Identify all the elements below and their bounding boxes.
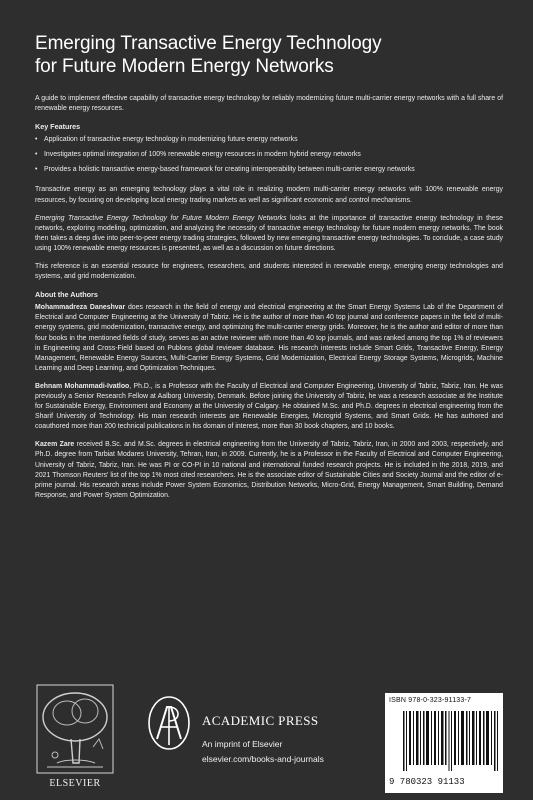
book-title-italic: Emerging Transactive Energy Technology for Future Modern Energy Networks (35, 214, 287, 222)
back-cover-text (35, 32, 503, 509)
author-name: Behnam Mohammadi-Ivatloo (35, 382, 130, 390)
elsevier-tree-icon (35, 683, 115, 775)
key-feature-item: • Investigates optimal integration of 100% renewable energy resources in modern hybrid energy networks (35, 150, 503, 160)
publisher-url: elsevier.com/books-and-journals (202, 754, 324, 764)
back-cover-footer (35, 683, 503, 793)
imprint-line: An imprint of Elsevier (202, 739, 283, 749)
description-paragraph-2-text: looks at the importance of transactive energy technology in these networks, exploring modeling, optimization, and analyzing the necessity of transactive energy technology for future modern energy networks. The book then takes a deep dive into peer-to-peer energy trading strategies, followed by new emerging transactive energy technologies. To conclude, a case study using 100% renewable energy resources is presented, as well as a discussion on future directions. (35, 214, 504, 252)
elsevier-logo (35, 683, 115, 789)
key-feature-item: • Provides a holistic transactive energy-based framework for creating interoperability between multi-carrier energy networks (35, 165, 503, 175)
description-paragraph-2 (35, 214, 503, 254)
academic-press-logo-icon (147, 695, 191, 751)
isbn-number: ISBN 978-0-323-91133-7 (389, 697, 472, 704)
key-features-heading: Key Features (35, 122, 81, 132)
intro-paragraph: A guide to implement effective capability of transactive energy technology for reliably modernizing future multi-carrier energy networks with a full share of renewable energy resources. (35, 95, 503, 113)
key-feature-item: • Application of transactive energy technology in modernizing future energy networks (35, 135, 503, 145)
imprint-name: ACADEMIC PRESS (202, 713, 319, 728)
author-name: Mohammadreza Daneshvar (35, 304, 126, 312)
author-bio (35, 303, 503, 374)
imprint-info (202, 713, 324, 767)
barcode-digits: 9 780323 91133 (389, 777, 465, 787)
description-paragraph-1: Transactive energy as an emerging technology plays a vital role in realizing modern multi-carrier energy networks with 100% renewable energy resources, by focusing on developing local energy trading markets as well as significant economic and control mechanisms. (35, 186, 503, 204)
author-bio-text: , Ph.D., is a Professor with the Faculty of Electrical and Computer Engineering, University of Tabriz, Tabriz, Iran. He was previously a Senior Research Fellow at Aalborg University, Denmark. Before joining the University of Tabriz, he was a research associate at the Institute for Sustainable Energy, Environment and Economy at the University of Calgary. He obtained M.Sc. and Ph.D. degrees in electrical engineering from the Sharif University of Technology. His main research interests are Renewable Energies, Microgrid Systems, and Smart Grids. He has authored and coauthored more than 200 technical publications in his domain of interest, more than 30 book chapters, and 10 books. (35, 382, 503, 431)
author-bio-text: does research in the field of energy and electrical engineering at the Smart Energy Systems Lab of the Department of Electrical and Computer Engineering at the University of Tabriz. He is the author of more than 40 top journal and conference papers in the field of multi-energy systems, grid modernization, transactive energy, and optimizing the multi-carrier energy grids. Moreover, he is the author and editor of more than four books in the mentioned fields of study, serves as an active reviewer with more than 40 top journals, and was ranked among the top 1% of reviewers in Engineering and Cross-Field based on Publons global reviewer database. His research interests include Smart Grids, Transactive Energy, Energy Management, Renewable Energy Sources, Multi-Carrier Energy Systems, Grid Modernization, Electrical Energy Storage Systems, Microgrids, Machine Learning and Deep Learning, and Optimization Techniques. (35, 304, 503, 372)
description-paragraph-3: This reference is an essential resource for engineers, researchers, and students interested in renewable energy, emerging energy technologies and systems, and grid modernization. (35, 263, 503, 281)
author-name: Kazem Zare (35, 441, 75, 449)
book-title (35, 32, 503, 78)
title-line-2: for Future Modern Energy Networks (35, 56, 334, 77)
key-features-list (35, 135, 503, 175)
elsevier-wordmark: ELSEVIER (49, 778, 101, 789)
author-bio (35, 382, 503, 432)
about-authors-heading: About the Authors (35, 290, 98, 300)
title-line-1: Emerging Transactive Energy Technology (35, 33, 382, 54)
author-bio (35, 440, 503, 501)
isbn-barcode-box (385, 693, 503, 793)
author-bio-text: received B.Sc. and M.Sc. degrees in electrical engineering from the University of Tabriz, Tabriz, Iran, in 2000 and 2003, respectively, and Ph.D. degree from Tarbiat Modares University, Tehran, Iran, in 2009. Currently, he is a Professor in the Faculty of Electrical and Computer Engineering, University of Tabriz, Tabriz, Iran. He was PI or CO-PI in 10 national and international funded research projects. He is included in the 2018, 2019, and 2021 Thomson Reuters' list of the top 1% most cited researchers. He is the associate editor of Sustainable Cities and Society Journal and the editor of e-prime journal. His research areas include Power System Economics, Distribution Networks, Micro-Grid, Energy Management, Smart Building, Demand Response, and Power System Optimization. (35, 441, 504, 499)
barcode-icon (403, 711, 499, 771)
